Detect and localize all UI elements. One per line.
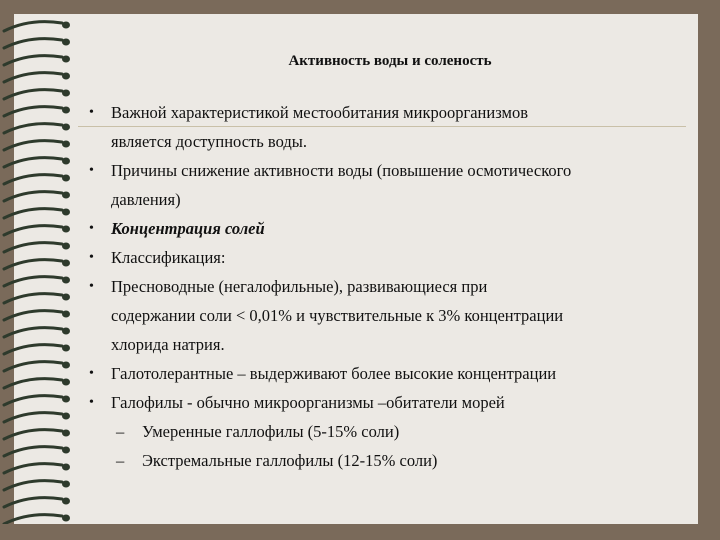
bullet-marker: •: [89, 279, 94, 294]
binding-coil: [4, 464, 62, 473]
sub-bullet-marker: –: [116, 422, 125, 441]
bullet-marker: •: [89, 163, 94, 178]
binding-coil: [4, 22, 62, 31]
binding-hole: [62, 192, 70, 199]
binding-coil: [4, 141, 62, 150]
bullet-marker: •: [89, 395, 94, 410]
binding-hole: [62, 107, 70, 114]
bullet-item: [86, 388, 686, 417]
binding-hole: [62, 413, 70, 420]
binding-hole: [62, 22, 70, 29]
binding-hole: [62, 498, 70, 505]
binding-coil: [4, 345, 62, 354]
binding-hole: [62, 277, 70, 284]
binding-coil: [4, 498, 62, 507]
slide-title: Активность воды и соленость: [288, 53, 492, 69]
sub-bullet-text: Экстремальные галлофилы (12-15% соли): [142, 451, 438, 470]
sub-bullet-list: [86, 417, 686, 475]
binding-coil: [4, 260, 62, 269]
bullet-item: [86, 98, 686, 156]
sub-bullet-item: [86, 417, 686, 446]
bullet-line: содержании соли < 0,01% и чувствительные к 3% концентрации: [111, 306, 564, 325]
binding-coil: [4, 56, 62, 65]
binding-coil: [4, 73, 62, 82]
binding-hole: [62, 464, 70, 471]
binding-hole: [62, 226, 70, 233]
bullet-text: [111, 277, 563, 354]
binding-coil: [4, 90, 62, 99]
binding-hole: [62, 362, 70, 369]
bullet-text: [111, 161, 571, 209]
spiral-binding-icon: [0, 14, 80, 524]
binding-hole: [62, 396, 70, 403]
bullet-item: [86, 214, 686, 243]
bullet-text: [111, 364, 556, 383]
binding-hole: [62, 260, 70, 267]
binding-coil: [4, 124, 62, 133]
binding-hole: [62, 481, 70, 488]
bullet-marker: •: [89, 250, 94, 265]
binding-hole: [62, 73, 70, 80]
sub-bullet-group: [86, 417, 686, 475]
binding-hole: [62, 379, 70, 386]
binding-coil: [4, 311, 62, 320]
binding-coil: [4, 413, 62, 422]
sub-bullet-marker: –: [116, 451, 125, 470]
bullet-text: [111, 393, 505, 412]
binding-coil: [4, 226, 62, 235]
binding-hole: [62, 56, 70, 63]
bullet-line: Классификация:: [111, 248, 226, 267]
binding-hole: [62, 158, 70, 165]
binding-coil: [4, 328, 62, 337]
binding-coil: [4, 39, 62, 48]
binding-coil: [4, 481, 62, 490]
binding-coil: [4, 362, 62, 371]
bullet-line: давления): [111, 190, 181, 209]
binding-hole: [62, 430, 70, 437]
binding-coil: [4, 243, 62, 252]
binding-hole: [62, 90, 70, 97]
binding-coil: [4, 447, 62, 456]
binding-coil: [4, 175, 62, 184]
binding-hole: [62, 39, 70, 46]
bullet-line: Причины снижение активности воды (повышение осмотического: [111, 161, 572, 180]
binding-coil: [4, 209, 62, 218]
bullet-line: Важной характеристикой местообитания микроорганизмов: [111, 103, 528, 122]
binding-hole: [62, 311, 70, 318]
bullet-text-emphasis: [111, 219, 265, 238]
binding-hole: [62, 328, 70, 335]
binding-coil: [4, 396, 62, 405]
bullet-text: [111, 103, 528, 151]
bullet-marker: •: [89, 221, 94, 236]
bullet-line: Концентрация солей: [111, 219, 265, 238]
bullet-marker: •: [89, 366, 94, 381]
binding-coil: [4, 158, 62, 167]
binding-coil: [4, 515, 62, 524]
sub-bullet-text: Умеренные галлофилы (5-15% соли): [142, 422, 400, 441]
binding-coil: [4, 430, 62, 439]
binding-coil: [4, 107, 62, 116]
bullet-marker: •: [89, 105, 94, 120]
binding-coil: [4, 294, 62, 303]
binding-hole: [62, 175, 70, 182]
bullet-item: [86, 243, 686, 272]
bullet-line: является доступность воды.: [111, 132, 307, 151]
binding-coil: [4, 379, 62, 388]
binding-hole: [62, 515, 70, 522]
bullet-line: Галофилы - обычно микроорганизмы –обитатели морей: [111, 393, 505, 412]
binding-hole: [62, 141, 70, 148]
bullet-item: [86, 156, 686, 214]
binding-hole: [62, 345, 70, 352]
bullet-text: [111, 248, 226, 267]
binding-hole: [62, 124, 70, 131]
bullet-item: [86, 272, 686, 359]
binding-hole: [62, 209, 70, 216]
bullet-list: [86, 98, 686, 475]
bullet-item: [86, 359, 686, 388]
binding-coil: [4, 192, 62, 201]
binding-coil: [4, 277, 62, 286]
bullet-line: хлорида натрия.: [111, 335, 225, 354]
bullet-line: Галотолерантные – выдерживают более высокие концентрации: [111, 364, 557, 383]
binding-hole: [62, 243, 70, 250]
sub-bullet-item: [86, 446, 686, 475]
binding-hole: [62, 294, 70, 301]
binding-hole: [62, 447, 70, 454]
bullet-line: Пресноводные (негалофильные), развивающиеся при: [111, 277, 488, 296]
